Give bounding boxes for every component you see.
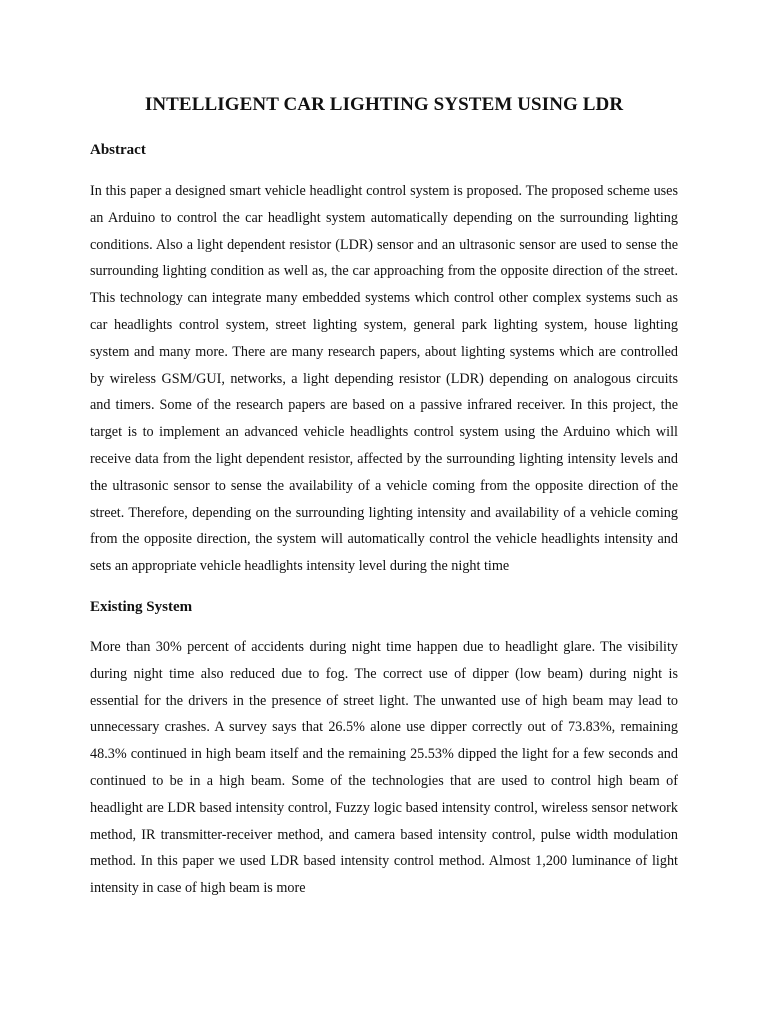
document-page [90,92,678,902]
existing-system-paragraph: More than 30% percent of accidents during night time happen due to headlight glare. The visibility during night time also reduced due to fog. The correct use of dipper (low beam) during night is essential for the drivers in the presence of street light. The unwanted use of high beam may lead to unnecessary crashes. A survey says that 26.5% alone use dipper correctly out of 73.83%, remaining 48.3% continued in high beam itself and the remaining 25.53% dipped the light for a few seconds and continued to be in a high beam. Some of the technologies that are used to control high beam of headlight are LDR based intensity control, Fuzzy logic based intensity control, wireless sensor network method, IR transmitter-receiver method, and camera based intensity control, pulse width modulation method. In this paper we used LDR based intensity control method. Almost 1,200 luminance of light intensity in case of high beam is more [90,638,678,897]
existing-system-heading: Existing System [90,598,193,615]
abstract-paragraph: In this paper a designed smart vehicle headlight control system is proposed. The proposed scheme uses an Arduino to control the car headlight system automatically depending on the surrounding lighting conditions. Also a light dependent resistor (LDR) sensor and an ultrasonic sensor are used to sense the surrounding lighting condition as well as, the car approaching from the opposite direction of the street. This technology can integrate many embedded systems which control other complex systems such as car headlights control system, street lighting system, general park lighting system, house lighting system and many more. There are many research papers, about lighting systems which are controlled by wireless GSM/GUI, networks, a light depending resistor (LDR) depending on analogous circuits and timers. Some of the research papers are based on a passive infrared receiver. In this project, the target is to implement an advanced vehicle headlights control system using the Arduino which will receive data from the light dependent resistor, affected by the surrounding lighting intensity levels and the ultrasonic sensor to sense the availability of a vehicle coming from the opposite direction of the street. Therefore, depending on the surrounding lighting intensity and availability of a vehicle coming from the opposite direction, the system will automatically control the vehicle headlights intensity and sets an appropriate vehicle headlights intensity level during the night time [90,183,678,575]
abstract-heading: Abstract [90,142,146,158]
document-title: INTELLIGENT CAR LIGHTING SYSTEM USING LDR [144,94,624,115]
